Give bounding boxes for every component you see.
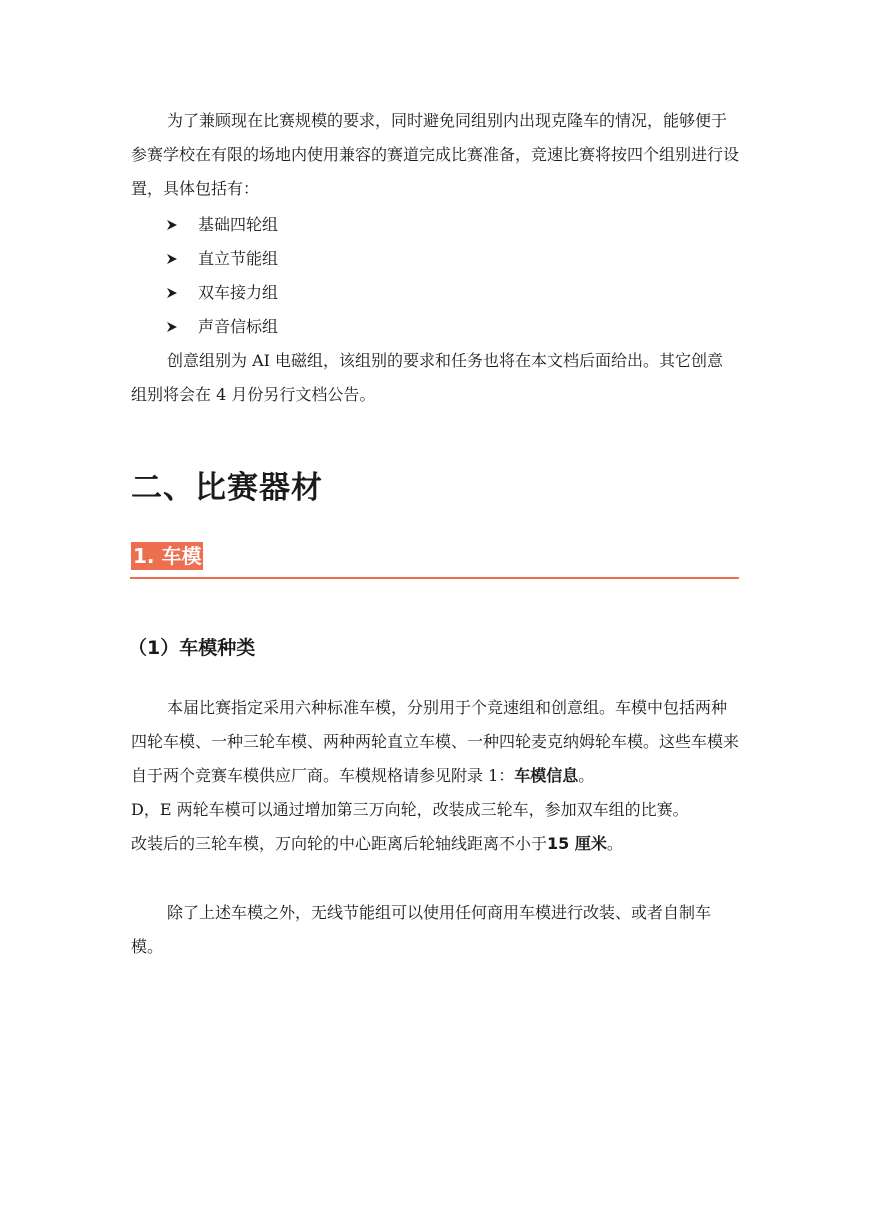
group-label: 直立节能组 bbox=[198, 249, 279, 268]
list-item bbox=[166, 276, 278, 310]
car-mod-line: D，E 两轮车模可以通过增加第三万向轮，改装成三轮车，参加双车组的比赛。 bbox=[131, 800, 689, 819]
arrow-bullet-icon bbox=[166, 219, 178, 231]
subsection-title: 1. 车模 bbox=[133, 544, 202, 568]
arrow-bullet-icon bbox=[166, 321, 178, 333]
arrow-bullet-icon bbox=[166, 287, 178, 299]
car-info-reference: 车模信息 bbox=[514, 766, 579, 785]
group-label: 双车接力组 bbox=[198, 283, 279, 302]
creative-paragraph: 创意组别为 AI 电磁组，该组别的要求和任务也将在本文档后面给出。其它创意组别将会在 4 月份另行文档公告。 bbox=[131, 351, 724, 404]
arrow-bullet-icon bbox=[166, 253, 178, 265]
group-list bbox=[166, 208, 278, 344]
intro-paragraph: 为了兼顾现在比赛规模的要求，同时避免同组别内出现克隆车的情况，能够便于参赛学校在有限的场地内使用兼容的赛道完成比赛准备，竞速比赛将按四个组别进行设置，具体包括有： bbox=[131, 111, 740, 198]
list-item bbox=[166, 242, 278, 276]
group-label: 基础四轮组 bbox=[198, 215, 279, 234]
list-item bbox=[166, 208, 278, 242]
commercial-car-paragraph: 除了上述车模之外，无线节能组可以使用任何商用车模进行改装、或者自制车模。 bbox=[131, 903, 712, 956]
subsubsection-title: （1）车模种类 bbox=[128, 637, 256, 659]
section-title: 二、比赛器材 bbox=[131, 470, 323, 506]
heading-rule bbox=[130, 577, 739, 579]
car-distance-line: 改装后的三轮车模，万向轮的中心距离后轮轴线距离不小于15 厘米。 bbox=[131, 834, 623, 853]
car-types-paragraph bbox=[131, 691, 739, 861]
car-types-text: 本届比赛指定采用六种标准车模，分别用于个竞速组和创意组。车模中包括两种四轮车模、一种三轮车模、两种两轮直立车模、一种四轮麦克纳姆轮车模。这些车模来自于两个竞赛车模供应厂商。车模规格请参见附录 1：车模信息。 bbox=[131, 698, 740, 785]
distance-value: 15 厘米 bbox=[547, 834, 607, 853]
list-item bbox=[166, 310, 278, 344]
group-label: 声音信标组 bbox=[198, 317, 279, 336]
